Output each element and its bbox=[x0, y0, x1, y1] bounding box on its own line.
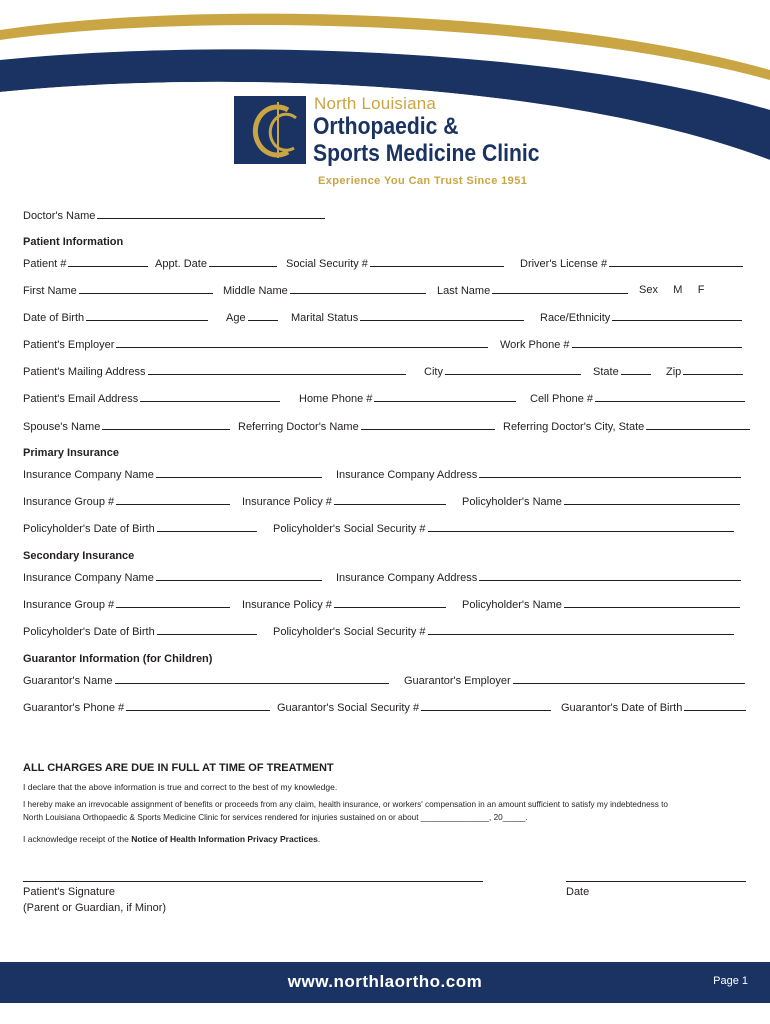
patient-signature-sublabel: (Parent or Guardian, if Minor) bbox=[23, 902, 167, 914]
primary-policy-label: Insurance Policy # bbox=[242, 496, 332, 508]
last-name-label: Last Name bbox=[437, 285, 491, 297]
doctor-name-label: Doctor's Name bbox=[23, 210, 96, 222]
ack-pre-text: I acknowledge receipt of the bbox=[23, 834, 132, 844]
race-label: Race/Ethnicity bbox=[540, 312, 611, 324]
appt-date-field[interactable] bbox=[155, 257, 277, 270]
guarantor-dob-field[interactable] bbox=[561, 701, 746, 714]
guarantor-ssn-label: Guarantor's Social Security # bbox=[277, 702, 420, 714]
email-label: Patient's Email Address bbox=[23, 393, 139, 405]
email-field[interactable] bbox=[23, 392, 280, 405]
secondary-address-label: Insurance Company Address bbox=[336, 572, 478, 584]
ssn-label: Social Security # bbox=[286, 258, 368, 270]
mailing-address-field[interactable] bbox=[23, 365, 406, 378]
guarantor-heading: Guarantor Information (for Children) bbox=[23, 653, 213, 665]
logo-line-2: Orthopaedic & bbox=[313, 113, 459, 140]
sex-m-option[interactable]: M bbox=[673, 284, 683, 296]
date-signature-line[interactable] bbox=[566, 881, 746, 882]
employer-label: Patient's Employer bbox=[23, 339, 115, 351]
home-phone-label: Home Phone # bbox=[299, 393, 373, 405]
secondary-holder-label: Policyholder's Name bbox=[462, 599, 562, 611]
secondary-holder-ssn-field[interactable] bbox=[273, 625, 734, 638]
privacy-notice-title: Notice of Health Information Privacy Practices bbox=[131, 834, 318, 844]
employer-field[interactable] bbox=[23, 338, 488, 351]
patient-number-label: Patient # bbox=[23, 258, 67, 270]
city-label: City bbox=[424, 366, 443, 378]
mailing-address-label: Patient's Mailing Address bbox=[23, 366, 146, 378]
referring-doctor-label: Referring Doctor's Name bbox=[238, 421, 359, 433]
age-label: Age bbox=[226, 312, 246, 324]
patient-signature-line[interactable] bbox=[23, 881, 483, 882]
primary-holder-ssn-field[interactable] bbox=[273, 522, 734, 535]
state-field[interactable] bbox=[593, 365, 651, 378]
referring-city-label: Referring Doctor's City, State bbox=[503, 421, 645, 433]
primary-policy-field[interactable] bbox=[242, 495, 446, 508]
cell-phone-label: Cell Phone # bbox=[530, 393, 593, 405]
patient-info-heading: Patient Information bbox=[23, 236, 124, 248]
primary-group-field[interactable] bbox=[23, 495, 230, 508]
assignment-line-1: I hereby make an irrevocable assignment of benefits or proceeds from any claim, health insurance, or workers' compensation in an amount sufficient to satisfy my indebtedness to bbox=[23, 800, 668, 809]
secondary-group-field[interactable] bbox=[23, 598, 230, 611]
age-field[interactable] bbox=[226, 311, 278, 324]
dob-field[interactable] bbox=[23, 311, 208, 324]
home-phone-field[interactable] bbox=[299, 392, 516, 405]
drivers-license-field[interactable] bbox=[520, 257, 743, 270]
primary-company-label: Insurance Company Name bbox=[23, 469, 154, 481]
secondary-holder-field[interactable] bbox=[462, 598, 740, 611]
primary-holder-field[interactable] bbox=[462, 495, 740, 508]
logo-line-3: Sports Medicine Clinic bbox=[313, 140, 540, 167]
ack-post-text: . bbox=[317, 834, 321, 844]
page-number: Page 1 bbox=[713, 975, 748, 987]
last-name-field[interactable] bbox=[437, 284, 628, 297]
primary-company-field[interactable] bbox=[23, 468, 322, 481]
sex-f-option[interactable]: F bbox=[697, 284, 705, 296]
work-phone-field[interactable] bbox=[500, 338, 742, 351]
declaration-true: I declare that the above information is true and correct to the best of my knowledge. bbox=[23, 782, 338, 792]
appt-date-label: Appt. Date bbox=[155, 258, 207, 270]
first-name-field[interactable] bbox=[23, 284, 213, 297]
primary-holder-label: Policyholder's Name bbox=[462, 496, 562, 508]
zip-field[interactable] bbox=[666, 365, 743, 378]
sex-label: Sex bbox=[639, 284, 658, 296]
patient-signature-label: Patient's Signature bbox=[23, 886, 115, 898]
clinic-logo-icon bbox=[234, 96, 306, 164]
drivers-license-label: Driver's License # bbox=[520, 258, 608, 270]
cell-phone-field[interactable] bbox=[530, 392, 745, 405]
middle-name-field[interactable] bbox=[223, 284, 426, 297]
charges-notice: ALL CHARGES ARE DUE IN FULL AT TIME OF TREATMENT bbox=[23, 762, 334, 774]
guarantor-phone-label: Guarantor's Phone # bbox=[23, 702, 125, 714]
marital-status-label: Marital Status bbox=[291, 312, 359, 324]
logo-line-1: North Louisiana bbox=[314, 94, 437, 113]
dob-label: Date of Birth bbox=[23, 312, 85, 324]
marital-status-field[interactable] bbox=[291, 311, 524, 324]
guarantor-name-field[interactable] bbox=[23, 674, 389, 687]
sex-field[interactable] bbox=[639, 284, 704, 296]
secondary-insurance-heading: Secondary Insurance bbox=[23, 550, 135, 562]
primary-address-field[interactable] bbox=[336, 468, 741, 481]
secondary-group-label: Insurance Group # bbox=[23, 599, 115, 611]
date-label: Date bbox=[566, 886, 590, 898]
primary-holder-dob-label: Policyholder's Date of Birth bbox=[23, 523, 155, 535]
city-field[interactable] bbox=[424, 365, 581, 378]
race-field[interactable] bbox=[540, 311, 742, 324]
secondary-company-field[interactable] bbox=[23, 571, 322, 584]
secondary-holder-dob-label: Policyholder's Date of Birth bbox=[23, 626, 155, 638]
guarantor-dob-label: Guarantor's Date of Birth bbox=[561, 702, 683, 714]
guarantor-employer-label: Guarantor's Employer bbox=[404, 675, 511, 687]
spouse-name-label: Spouse's Name bbox=[23, 421, 101, 433]
patient-number-field[interactable] bbox=[23, 257, 148, 270]
primary-holder-ssn-label: Policyholder's Social Security # bbox=[273, 523, 426, 535]
zip-label: Zip bbox=[666, 366, 682, 378]
referring-city-field[interactable] bbox=[503, 420, 750, 433]
secondary-holder-ssn-label: Policyholder's Social Security # bbox=[273, 626, 426, 638]
state-label: State bbox=[593, 366, 619, 378]
doctor-name-field[interactable] bbox=[23, 209, 325, 222]
work-phone-label: Work Phone # bbox=[500, 339, 570, 351]
primary-group-label: Insurance Group # bbox=[23, 496, 115, 508]
guarantor-name-label: Guarantor's Name bbox=[23, 675, 113, 687]
secondary-address-field[interactable] bbox=[336, 571, 741, 584]
footer-bar bbox=[0, 962, 770, 1003]
secondary-holder-dob-field[interactable] bbox=[23, 625, 257, 638]
assignment-line-2: North Louisiana Orthopaedic & Sports Medicine Clinic for services rendered for injuries sustained on or about _______________, 20_____. bbox=[23, 813, 528, 822]
spouse-name-field[interactable] bbox=[23, 420, 230, 433]
tagline: Experience You Can Trust Since 1951 bbox=[318, 175, 528, 187]
middle-name-label: Middle Name bbox=[223, 285, 288, 297]
secondary-policy-field[interactable] bbox=[242, 598, 446, 611]
guarantor-phone-field[interactable] bbox=[23, 701, 270, 714]
primary-holder-dob-field[interactable] bbox=[23, 522, 257, 535]
first-name-label: First Name bbox=[23, 285, 77, 297]
primary-address-label: Insurance Company Address bbox=[336, 469, 478, 481]
secondary-policy-label: Insurance Policy # bbox=[242, 599, 332, 611]
footer-url-link[interactable]: www.northlaortho.com bbox=[287, 972, 483, 991]
primary-insurance-heading: Primary Insurance bbox=[23, 447, 119, 459]
privacy-acknowledgement bbox=[23, 834, 320, 844]
ssn-field[interactable] bbox=[286, 257, 504, 270]
guarantor-employer-field[interactable] bbox=[404, 674, 745, 687]
referring-doctor-field[interactable] bbox=[238, 420, 495, 433]
secondary-company-label: Insurance Company Name bbox=[23, 572, 154, 584]
guarantor-ssn-field[interactable] bbox=[277, 701, 551, 714]
